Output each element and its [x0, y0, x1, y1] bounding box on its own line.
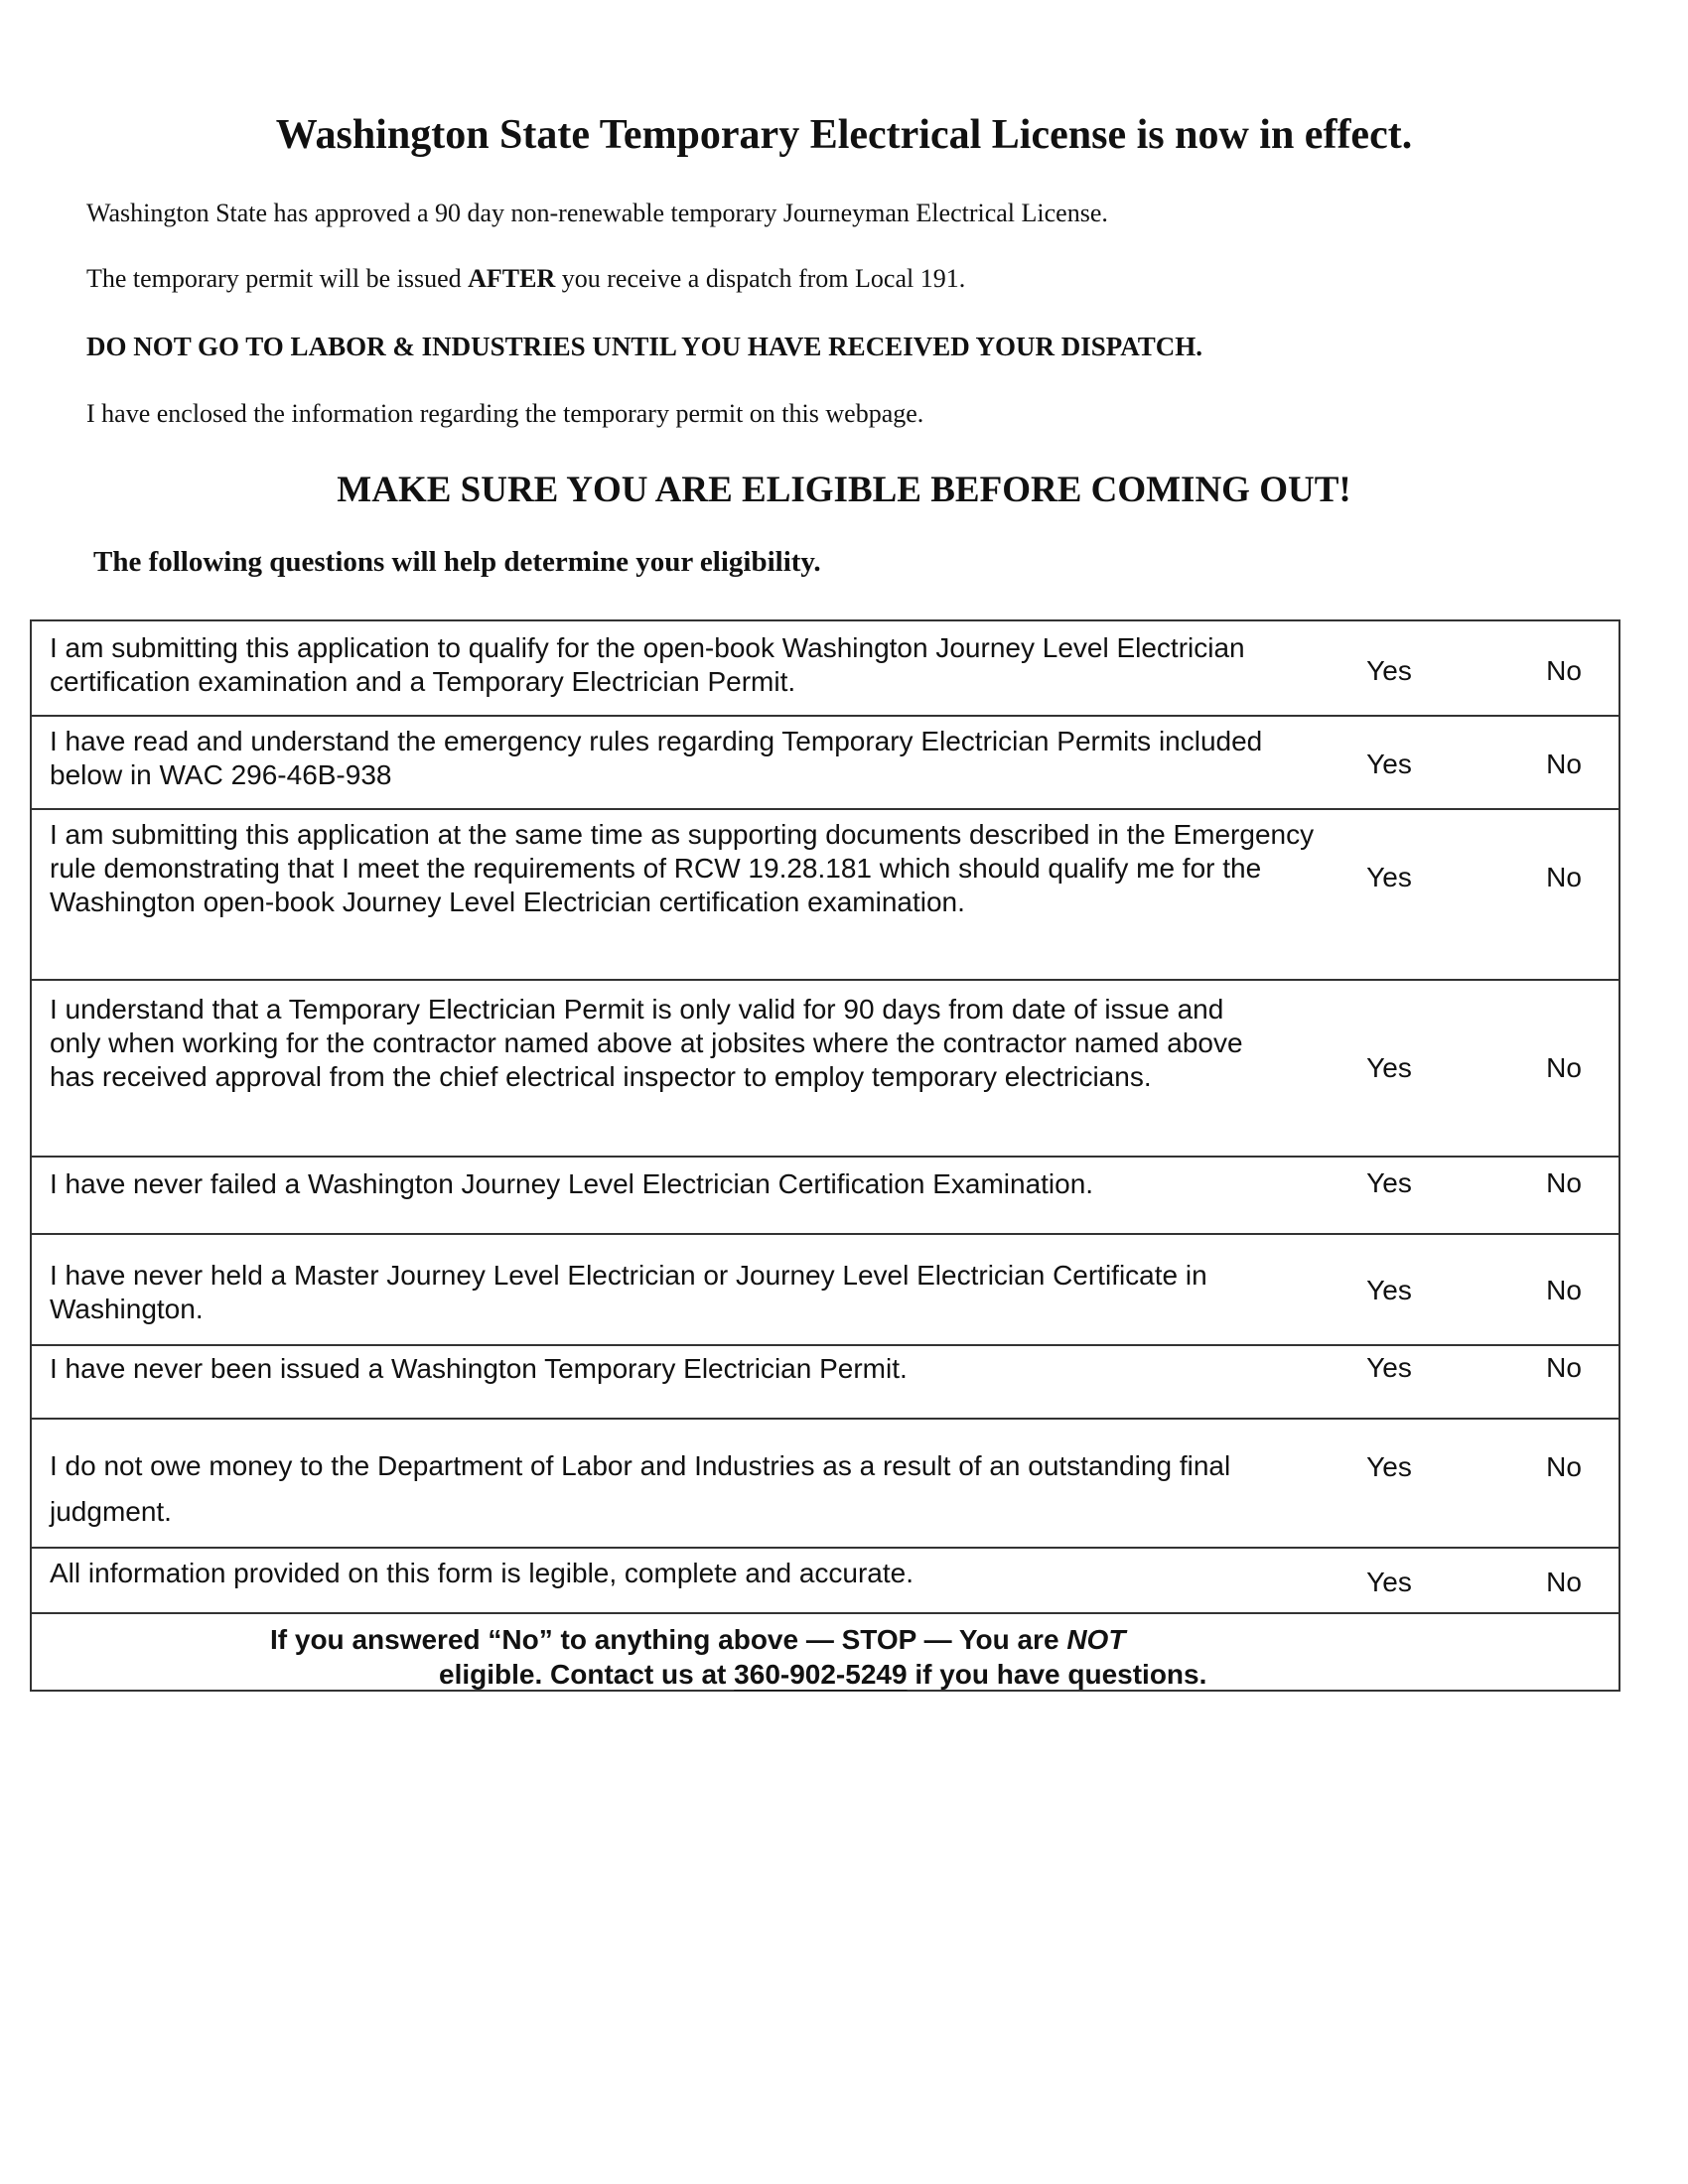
table-row	[32, 810, 1618, 981]
table-row	[32, 1158, 1618, 1235]
no-option[interactable]: No	[1546, 1567, 1582, 1597]
no-option[interactable]: No	[1546, 1167, 1582, 1198]
footer-line-2	[439, 1659, 1206, 1691]
yes-option[interactable]: Yes	[1366, 749, 1412, 779]
table-row	[32, 1235, 1618, 1346]
question-text: I am submitting this application to qualify for the open-book Washington Journey Level Electrician certification examination and a Temporary Electrician Permit.	[50, 632, 1245, 697]
yes-option[interactable]: Yes	[1366, 1352, 1412, 1383]
eligibility-table	[30, 619, 1620, 1692]
table-row	[32, 717, 1618, 810]
intro-paragraph-1: Washington State has approved a 90 day non-renewable temporary Journeyman Electrical License.	[86, 199, 1108, 227]
footer-row	[32, 1614, 1618, 1690]
dispatch-warning: DO NOT GO TO LABOR & INDUSTRIES UNTIL YOU HAVE RECEIVED YOUR DISPATCH.	[86, 332, 1202, 361]
question-text: I have never been issued a Washington Temporary Electrician Permit.	[50, 1353, 908, 1384]
intro-p2-bold: AFTER	[468, 264, 556, 293]
yes-option[interactable]: Yes	[1366, 1167, 1412, 1198]
question-text: I understand that a Temporary Electrician Permit is only valid for 90 days from date of issue and only when working for the contractor named above at jobsites where the contractor named above has received approval from the chief electrical inspector to employ temporary electricians.	[50, 994, 1243, 1092]
intro-paragraph-2	[86, 264, 965, 294]
no-option[interactable]: No	[1546, 655, 1582, 686]
footer-line-1	[270, 1624, 1125, 1656]
intro-p2-before: The temporary permit will be issued	[86, 264, 469, 293]
table-row	[32, 1420, 1618, 1549]
footer-line-2-end: if you have questions.	[907, 1659, 1207, 1690]
yes-option[interactable]: Yes	[1366, 1275, 1412, 1305]
no-option[interactable]: No	[1546, 1451, 1582, 1482]
yes-option[interactable]: Yes	[1366, 655, 1412, 686]
questions-heading: The following questions will help determine your eligibility.	[93, 546, 821, 578]
no-option[interactable]: No	[1546, 1352, 1582, 1383]
yes-option[interactable]: Yes	[1366, 862, 1412, 892]
no-option[interactable]: No	[1546, 1052, 1582, 1083]
yes-option[interactable]: Yes	[1366, 1052, 1412, 1083]
question-text: All information provided on this form is legible, complete and accurate.	[50, 1558, 914, 1588]
question-text: I have never failed a Washington Journey Level Electrician Certification Examination.	[50, 1168, 1094, 1199]
yes-option[interactable]: Yes	[1366, 1567, 1412, 1597]
table-row	[32, 1346, 1618, 1420]
footer-not-emphasis: NOT	[1066, 1624, 1126, 1655]
table-row	[32, 1549, 1618, 1614]
question-text: I have never held a Master Journey Level Electrician or Journey Level Electrician Certificate in Washington.	[50, 1260, 1207, 1324]
no-option[interactable]: No	[1546, 1275, 1582, 1305]
no-option[interactable]: No	[1546, 749, 1582, 779]
yes-option[interactable]: Yes	[1366, 1451, 1412, 1482]
intro-paragraph-4: I have enclosed the information regarding the temporary permit on this webpage.	[86, 399, 924, 428]
question-text: I do not owe money to the Department of Labor and Industries as a result of an outstanding final judgment.	[50, 1450, 1231, 1527]
eligibility-heading: MAKE SURE YOU ARE ELIGIBLE BEFORE COMING OUT!	[337, 470, 1351, 510]
table-row	[32, 981, 1618, 1158]
footer-line-2-text: eligible. Contact us at	[439, 1659, 735, 1690]
contact-phone: 360-902-5249	[734, 1659, 908, 1690]
footer-line-1-text: If you answered “No” to anything above — STOP — You are	[270, 1624, 1067, 1655]
question-text: I am submitting this application at the same time as supporting documents described in the Emergency rule demonstrating that I meet the requirements of RCW 19.28.181 which should qualify me for the Washington open-book Journey Level Electrician certification examination.	[50, 819, 1315, 917]
page-title: Washington State Temporary Electrical License is now in effect.	[275, 112, 1413, 158]
question-text: I have read and understand the emergency rules regarding Temporary Electrician Permits included below in WAC 296-46B-938	[50, 726, 1263, 790]
no-option[interactable]: No	[1546, 862, 1582, 892]
intro-p2-after: you receive a dispatch from Local 191.	[555, 264, 966, 293]
table-row	[32, 621, 1618, 717]
